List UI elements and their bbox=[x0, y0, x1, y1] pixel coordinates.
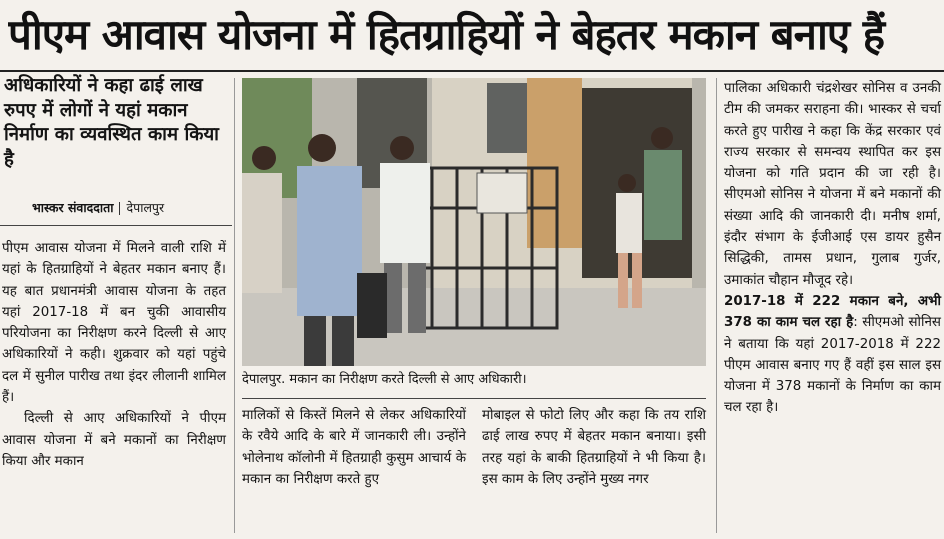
column-1-paragraph-2: दिल्ली से आए अधिकारियों ने पीएम आवास योजना में बने मकानों का निरीक्षण किया और मकान bbox=[2, 411, 226, 469]
column-1-paragraph-1: पीएम आवास योजना में मिलने वाली राशि में यहां के हितग्राहियों ने बेहतर मकान बनाए हैं। यह बात प्रधानमंत्री आवास योजना के तहत यहां 2017-18 में बन चुकी आवासीय परियोजना का निरीक्षण करने दिल्ली से आए अधिकारियों ने कही। शुक्रवार को यहां पहुंचे दल में सुनील पारीख तथा इंदर लीलानी शामिल हैं। bbox=[2, 241, 226, 406]
article-column-1 bbox=[2, 238, 226, 472]
article-column-4 bbox=[724, 78, 941, 419]
photo-caption: देपालपुर. मकान का निरीक्षण करते दिल्ली से आए अधिकारी। bbox=[242, 372, 527, 387]
article-column-3 bbox=[482, 405, 706, 490]
byline-place: देपालपुर bbox=[126, 200, 165, 215]
column-4-paragraph-2 bbox=[724, 291, 941, 419]
column-divider bbox=[234, 78, 235, 533]
column-4-paragraph-1: पालिका अधिकारी चंद्रशेखर सोनिस व उनकी टीम की जमकर सराहना की। भास्कर से चर्चा करते हुए पारीख ने कहा कि केंद्र सरकार एवं राज्य सरकार से समन्वय स्थापित कर इस योजना को गति प्रदान की जा रही है। सीएमओ सोनिस ने योजना में बने मकानों की संख्या आदि की जानकारी दी। मनीष शर्मा, इंदौर संभाग के ईजीआई एस डायर हुसैन सिद्धिकी, तामस प्रधान, गुलाब गुर्जर, उमाकांत चौहान मौजूद रहे। bbox=[724, 81, 941, 288]
column-divider-right bbox=[716, 78, 717, 533]
byline-reporter: भास्कर संवाददाता bbox=[32, 200, 114, 215]
caption-rule bbox=[242, 398, 706, 399]
column-4-paragraph-2-text: : सीएमओ सोनिस ने बताया कि यहां 2017-2018 में 222 पीएम आवास बनाए गए हैं वहीं इस साल इस योजना में 378 मकानों के निर्माण का काम चल रहा है। bbox=[724, 315, 941, 416]
byline-separator bbox=[119, 202, 120, 215]
column-3-paragraph: मोबाइल से फोटो लिए और कहा कि तय राशि ढाई लाख रुपए में बेहतर मकान बनाया। इसी तरह यहां के बाकी हितग्राहियों ने भी किया है। इस काम के लिए उन्होंने मुख्य नगर bbox=[482, 408, 706, 487]
column-4-subhead: 2017-18 में 222 मकान बने, अभी 378 का काम चल रहा है bbox=[724, 293, 941, 331]
column-2-paragraph: मालिकों से किस्तें मिलने से लेकर अधिकारियों के रवैये आदि के बारे में जानकारी ली। उन्होंने भोलेनाथ कॉलोनी में हितग्राही कुसुम आचार्य के मकान का निरीक्षण करते हुए bbox=[242, 408, 466, 487]
headline-rule bbox=[0, 70, 944, 72]
subheadline: अधिकारियों ने कहा ढाई लाख रुपए में लोगों ने यहां मकान निर्माण का व्यवस्थित काम किया है bbox=[4, 75, 219, 170]
byline-rule bbox=[0, 225, 232, 226]
article-column-2 bbox=[242, 405, 466, 490]
news-photo bbox=[242, 78, 706, 366]
byline bbox=[32, 199, 164, 216]
headline: पीएम आवास योजना में हितग्राहियों ने बेहतर मकान बनाए हैं bbox=[8, 10, 885, 59]
photo-illustration bbox=[242, 78, 706, 366]
